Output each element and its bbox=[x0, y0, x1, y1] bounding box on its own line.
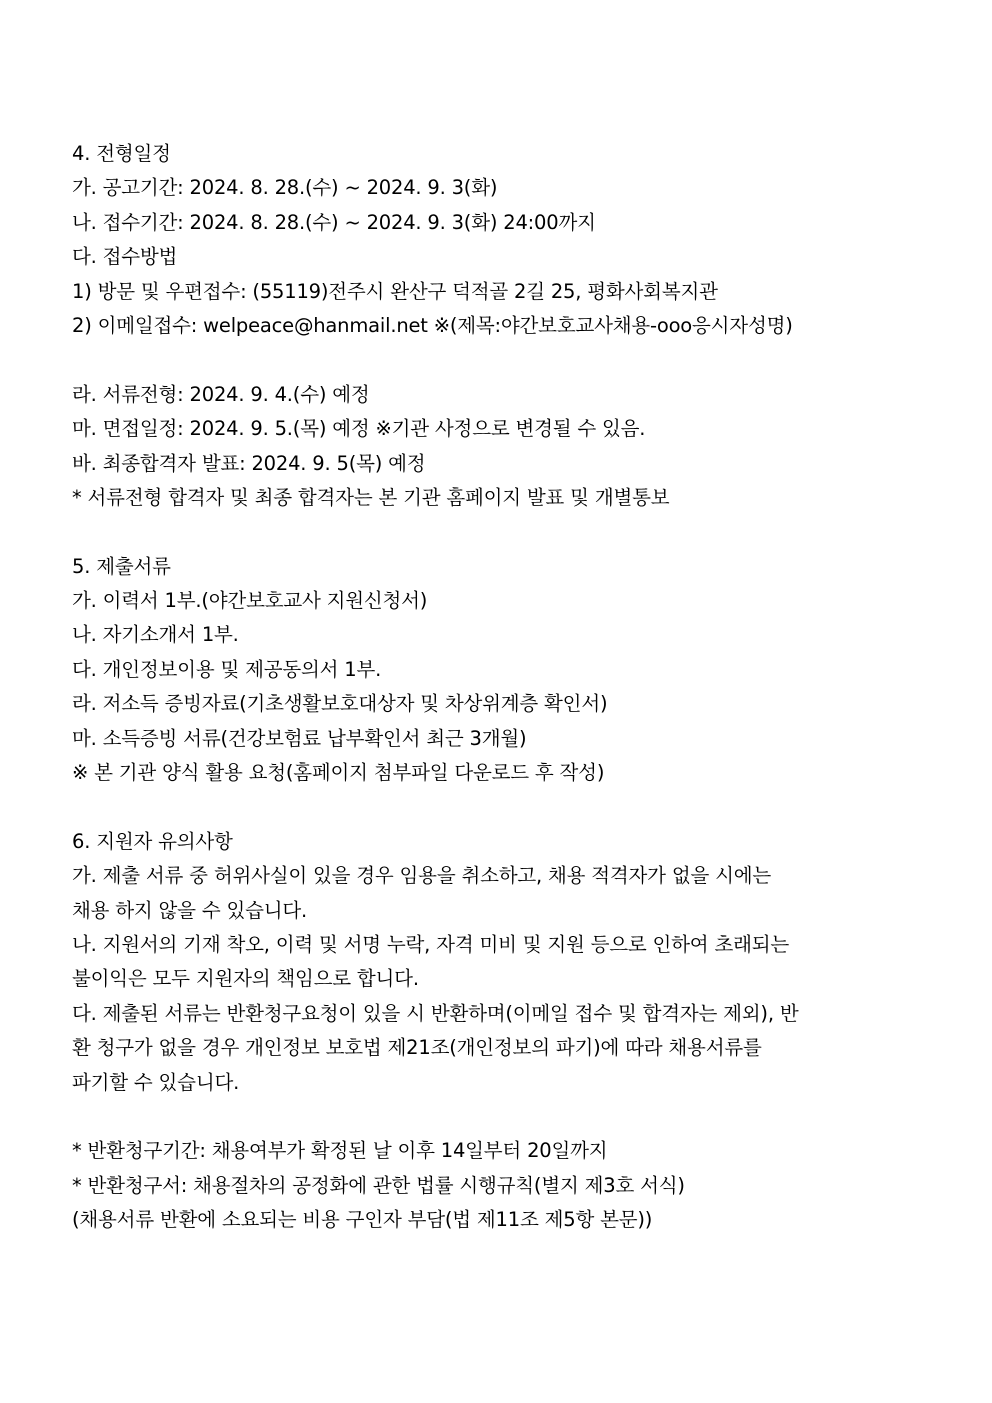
notice-line: 채용 하지 않을 수 있습니다. bbox=[72, 898, 307, 922]
application-period: 나. 접수기간: 2024. 8. 28.(수) ~ 2024. 9. 3(화) 24:00까지 bbox=[72, 210, 596, 234]
document-screening-date: 라. 서류전형: 2024. 9. 4.(수) 예정 bbox=[72, 382, 370, 406]
section-5-heading: 5. 제출서류 bbox=[72, 554, 171, 578]
notice-line: 나. 지원서의 기재 착오, 이력 및 서명 누락, 자격 미비 및 지원 등으로 인하여 초래되는 bbox=[72, 932, 789, 956]
notice-line: 불이익은 모두 지원자의 책임으로 합니다. bbox=[72, 967, 419, 991]
email-application: 2) 이메일접수: welpeace@hanmail.net ※(제목:야간보호교사채용-ooo응시자성명) bbox=[72, 313, 793, 337]
final-announcement-date: 바. 최종합격자 발표: 2024. 9. 5(목) 예정 bbox=[72, 451, 426, 475]
visit-mail-application: 1) 방문 및 우편접수: (55119)전주시 완산구 덕적골 2길 25, 평화사회복지관 bbox=[72, 279, 718, 303]
announcement-period: 가. 공고기간: 2024. 8. 28.(수) ~ 2024. 9. 3(화) bbox=[72, 176, 498, 200]
required-doc-item: 마. 소득증빙 서류(건강보험료 납부확인서 최근 3개월) bbox=[72, 726, 527, 750]
application-method-heading: 다. 접수방법 bbox=[72, 245, 178, 269]
return-request-period: * 반환청구기간: 채용여부가 확정된 날 이후 14일부터 20일까지 bbox=[72, 1139, 608, 1163]
spacer bbox=[72, 515, 932, 549]
required-doc-item: 나. 자기소개서 1부. bbox=[72, 623, 239, 647]
return-cost-note: (채용서류 반환에 소요되는 비용 구인자 부담(법 제11조 제5항 본문)) bbox=[72, 1208, 653, 1232]
spacer bbox=[72, 790, 932, 824]
form-usage-note: ※ 본 기관 양식 활용 요청(홈페이지 첨부파일 다운로드 후 작성) bbox=[72, 761, 605, 785]
section-4-heading: 4. 전형일정 bbox=[72, 142, 171, 165]
section-6-heading: 6. 지원자 유의사항 bbox=[72, 829, 233, 853]
notice-line: 다. 제출된 서류는 반환청구요청이 있을 시 반환하며(이메일 접수 및 합격자는 제외), 반 bbox=[72, 1001, 799, 1025]
notice-line: 파기할 수 있습니다. bbox=[72, 1070, 240, 1094]
document-body bbox=[72, 137, 932, 1238]
spacer bbox=[72, 343, 932, 377]
required-doc-item: 가. 이력서 1부.(야간보호교사 지원신청서) bbox=[72, 589, 428, 613]
notice-line: 환 청구가 없을 경우 개인정보 보호법 제21조(개인정보의 파기)에 따라 채용서류를 bbox=[72, 1036, 762, 1060]
spacer bbox=[72, 1100, 932, 1134]
notice-line: 가. 제출 서류 중 허위사실이 있을 경우 임용을 취소하고, 채용 적격자가 없을 시에는 bbox=[72, 864, 772, 888]
announcement-note: * 서류전형 합격자 및 최종 합격자는 본 기관 홈페이지 발표 및 개별통보 bbox=[72, 485, 670, 509]
required-doc-item: 라. 저소득 증빙자료(기초생활보호대상자 및 차상위계층 확인서) bbox=[72, 692, 608, 716]
required-doc-item: 다. 개인정보이용 및 제공동의서 1부. bbox=[72, 657, 382, 681]
return-request-form: * 반환청구서: 채용절차의 공정화에 관한 법률 시행규칙(별지 제3호 서식) bbox=[72, 1173, 685, 1197]
interview-date: 마. 면접일정: 2024. 9. 5.(목) 예정 ※기관 사정으로 변경될 수 있음. bbox=[72, 417, 646, 441]
